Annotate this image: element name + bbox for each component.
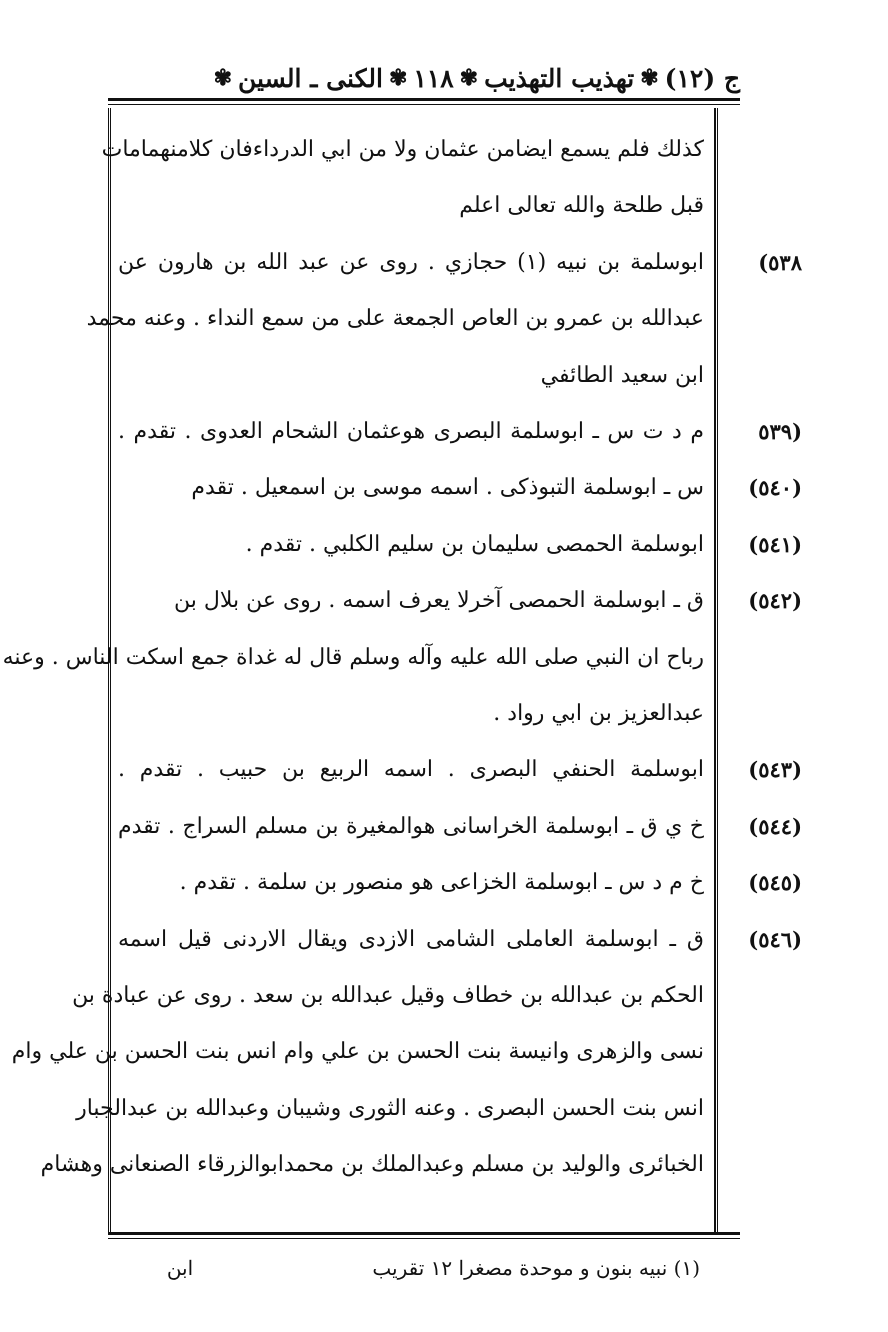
ornament-icon: ✾ [213, 65, 233, 91]
page-header [108, 58, 740, 98]
text-line: الحكم بن عبدالله بن خطاف وقيل عبدالله بن سعد . روى عن عبادة بن [72, 983, 704, 1008]
text-line: الخبائرى والوليد بن مسلم وعبدالملك بن محمدابوالزرقاء الصنعانى وهشام [40, 1152, 704, 1177]
section-title: الكنى ـ السين [238, 63, 383, 93]
entry-number: (٥٤٤) [748, 814, 802, 839]
ornament-icon: ✾ [640, 65, 659, 91]
text-line: نسى والزهرى وانيسة بنت الحسن بن علي وام انس بنت الحسن بن علي وام [11, 1039, 704, 1064]
entry-number: (٥٤٥) [748, 870, 802, 895]
footnote: (١) نبيه بنون و موحدة مصغرا ١٢ تقريب [372, 1256, 700, 1280]
footer-rule-thin [108, 1238, 740, 1239]
text-line: خ ي ق ـ ابوسلمة الخراسانى هوالمغيرة بن مسلم السراج . تقدم [118, 814, 704, 839]
ornament-icon: ✾ [459, 65, 479, 91]
entry-number: (٥٣٩ [758, 419, 802, 444]
text-line: ابوسلمة بن نبيه (١) حجازي . روى عن عبد الله بن هارون عن [118, 250, 704, 275]
footer-rule [108, 1232, 740, 1235]
entry-number: (٥٤١) [748, 532, 802, 557]
text-line: عبدالله بن عمرو بن العاص الجمعة على من سمع النداء . وعنه محمد [86, 306, 704, 331]
entry-number: (٥٤٠) [748, 475, 802, 500]
text-line: م د ت س ـ ابوسلمة البصرى هوعثمان الشحام العدوى . تقدم . [118, 419, 704, 444]
volume-label: ج (۱۲) [664, 63, 740, 93]
entry-number: (٥٤٢) [748, 588, 802, 613]
page-number: ۱۱۸ [413, 63, 454, 93]
text-line: خ م د س ـ ابوسلمة الخزاعى هو منصور بن سلمة . تقدم . [179, 870, 704, 895]
text-line: ابوسلمة الحنفي البصرى . اسمه الربيع بن حبيب . تقدم . [118, 757, 704, 782]
text-line: قبل طلحة والله تعالى اعلم [459, 193, 704, 218]
text-line: عبدالعزيز بن ابي رواد . [493, 701, 704, 726]
book-title: تهذيب التهذيب [484, 63, 635, 93]
ornament-icon: ✾ [388, 65, 408, 91]
entry-number: (٥٤٣) [748, 757, 802, 782]
margin-divider [714, 108, 715, 1232]
text-line: كذلك فلم يسمع ايضامن عثمان ولا من ابي الدرداءفان كلامنهمامات [101, 137, 704, 162]
header-rule-thin [108, 104, 740, 105]
entry-number: ٥٣٨) [758, 250, 802, 275]
text-line: انس بنت الحسن البصرى . وعنه الثورى وشيبان وعبدالله بن عبدالجبار [76, 1096, 704, 1121]
catchword: ابن [166, 1256, 194, 1280]
header-rule [108, 98, 740, 101]
text-line: ابوسلمة الحمصى سليمان بن سليم الكلبي . تقدم . [245, 532, 704, 557]
text-line: س ـ ابوسلمة التبوذكى . اسمه موسى بن اسمعيل . تقدم [191, 475, 704, 500]
text-line: ق ـ ابوسلمة العاملى الشامى الازدى ويقال الاردنى قيل اسمه [118, 927, 704, 952]
text-line: رباح ان النبي صلى الله عليه وآله وسلم قال له غداة جمع اسكت الناس . وعنه [2, 645, 704, 670]
entry-number: (٥٤٦) [748, 927, 802, 952]
text-line: ابن سعيد الطائفي [540, 363, 704, 388]
text-line: ق ـ ابوسلمة الحمصى آخرلا يعرف اسمه . روى عن بلال بن [174, 588, 704, 613]
